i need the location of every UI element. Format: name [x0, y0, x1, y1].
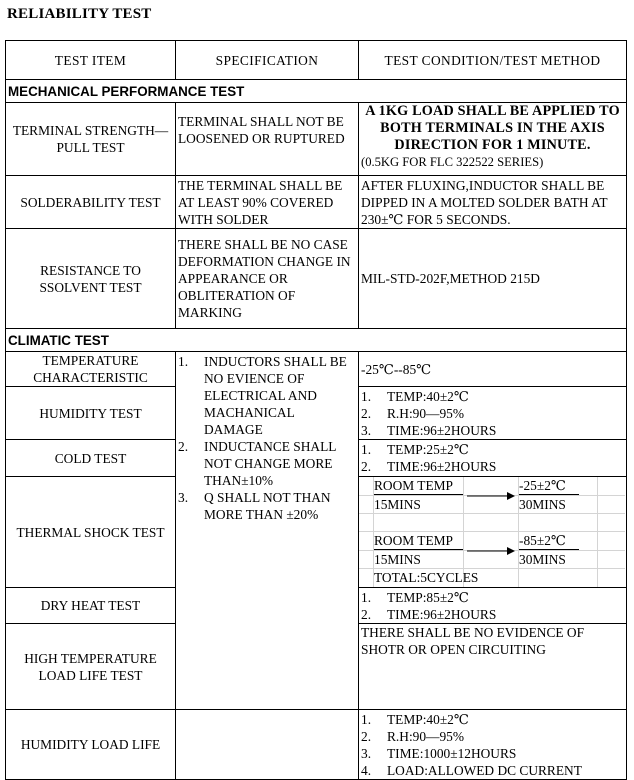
list-item: 3. Q SHALL NOT THAN MORE THAN ±20% — [178, 490, 331, 522]
header-specification: SPECIFICATION — [176, 41, 359, 80]
cond-temperature-characteristic: -25℃--85℃ — [359, 352, 627, 387]
list-item: 3. TIME:1000±12HOURS — [361, 745, 517, 761]
item-solderability: SOLDERABILITY TEST — [6, 176, 176, 229]
shock-temp-2: -85±2℃ — [519, 533, 579, 550]
shock-mins-1b: 30MINS — [519, 497, 566, 512]
shock-room-temp-2: ROOM TEMP — [374, 533, 463, 550]
table-row — [6, 710, 627, 780]
section-mechanical: MECHANICAL PERFORMANCE TEST — [6, 80, 627, 103]
spec-climatic — [176, 352, 359, 710]
cond-humidity-load-life — [359, 710, 627, 780]
table-row — [6, 103, 627, 176]
shock-total-cycles: TOTAL:5CYCLES — [374, 570, 479, 585]
table-header-row — [6, 41, 627, 80]
list-item: 1. TEMP:85±2℃ — [361, 589, 469, 605]
cond-resistance-solvent: MIL-STD-202F,METHOD 215D — [359, 229, 627, 329]
arrow-right-icon — [467, 491, 515, 501]
page-title: RELIABILITY TEST — [7, 6, 152, 22]
spec-solderability: THE TERMINAL SHALL BE AT LEAST 90% COVERED WITH SOLDER — [176, 176, 359, 229]
cond-solderability: AFTER FLUXING,INDUCTOR SHALL BE DIPPED IN A MOLTED SOLDER BATH AT 230±℃ FOR 5 SECONDS. — [359, 176, 627, 229]
spec-resistance-solvent: THERE SHALL BE NO CASE DEFORMATION CHANGE IN APPEARANCE OR OBLITERATION OF MARKING — [176, 229, 359, 329]
section-climatic: CLIMATIC TEST — [6, 329, 627, 352]
section-row-mechanical — [6, 80, 627, 103]
item-temperature-characteristic: TEMPERATURE CHARACTERISTIC — [6, 352, 176, 387]
item-thermal-shock: THERMAL SHOCK TEST — [6, 477, 176, 588]
item-cold-test: COLD TEST — [6, 440, 176, 477]
item-resistance-solvent: RESISTANCE TO SSOLVENT TEST — [6, 229, 176, 329]
cond-terminal-strength — [359, 103, 627, 176]
list-item: 1. TEMP:40±2℃ — [361, 388, 469, 404]
item-terminal-strength: TERMINAL STRENGTH—PULL TEST — [6, 103, 176, 176]
cond-humidity-test — [359, 387, 627, 440]
section-row-climatic — [6, 329, 627, 352]
list-item: 2. R.H:90—95% — [361, 728, 464, 744]
shock-mins-2b: 30MINS — [519, 552, 566, 567]
shock-mins-2: 15MINS — [374, 552, 421, 567]
list-item: 2. INDUCTANCE SHALL NOT CHANGE MORE THAN±10% — [178, 439, 336, 488]
item-humidity-load-life: HUMIDITY LOAD LIFE — [6, 710, 176, 780]
header-test-item: TEST ITEM — [6, 41, 176, 80]
cond-dry-heat — [359, 588, 627, 624]
table-row — [6, 352, 627, 387]
item-dry-heat: DRY HEAT TEST — [6, 588, 176, 624]
list-item: 1. INDUCTORS SHALL BE NO EVIENCE OF ELECTRICAL AND MACHANICAL DAMAGE — [178, 354, 347, 437]
arrow-right-icon — [467, 546, 515, 556]
cond-thermal-shock — [359, 477, 627, 588]
shock-temp-1: -25±2℃ — [519, 478, 579, 495]
list-item: 2. R.H:90—95% — [361, 405, 464, 421]
cond-terminal-strength-main: A 1KG LOAD SHALL BE APPLIED TO BOTH TERMINALS IN THE AXIS DIRECTION FOR 1 MINUTE. — [365, 103, 620, 153]
list-item: 1. TEMP:40±2℃ — [361, 711, 469, 727]
spec-high-temp-load-life: THERE SHALL BE NO EVIDENCE OF SHOTR OR OPEN CIRCUITING — [359, 624, 627, 710]
spec-humidity-load-life-empty — [176, 710, 359, 780]
item-high-temp-load-life: HIGH TEMPERATURE LOAD LIFE TEST — [6, 624, 176, 710]
shock-room-temp-1: ROOM TEMP — [374, 478, 463, 495]
header-test-condition: TEST CONDITION/TEST METHOD — [359, 41, 627, 80]
table-row — [6, 176, 627, 229]
cond-cold-test — [359, 440, 627, 477]
list-item: 2. TIME:96±2HOURS — [361, 459, 497, 474]
reliability-table — [5, 40, 627, 780]
list-item: 2. TIME:96±2HOURS — [361, 606, 497, 622]
shock-mins-1: 15MINS — [374, 497, 421, 512]
list-item: 1. TEMP:25±2℃ — [361, 442, 469, 457]
spec-terminal-strength: TERMINAL SHALL NOT BE LOOSENED OR RUPTURED — [176, 103, 359, 176]
item-humidity-test: HUMIDITY TEST — [6, 387, 176, 440]
table-row — [6, 229, 627, 329]
cond-terminal-strength-note: (0.5KG FOR FLC 322522 SERIES) — [361, 155, 544, 169]
list-item: 4. LOAD:ALLOWED DC CURRENT — [361, 762, 582, 778]
list-item: 3. TIME:96±2HOURS — [361, 422, 497, 438]
